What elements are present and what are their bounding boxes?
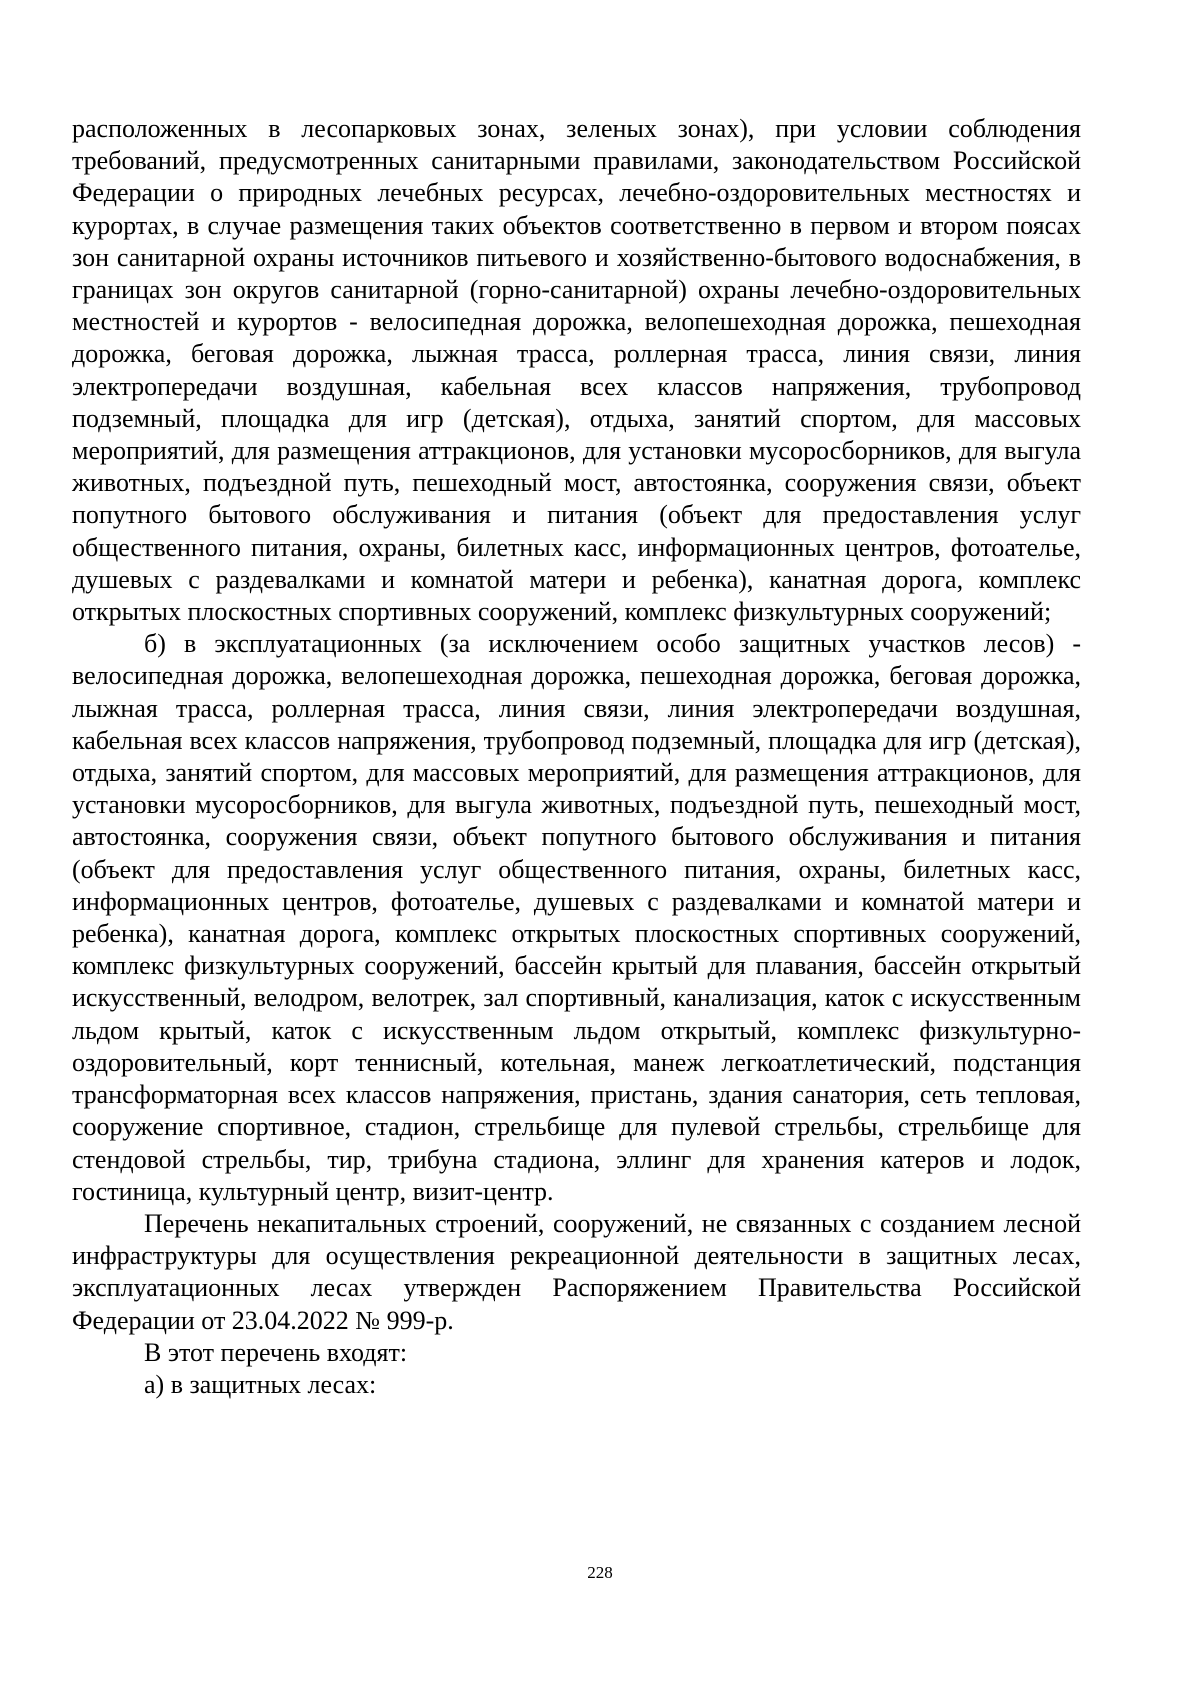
document-body (72, 113, 1081, 1401)
paragraph-item-a: а) в защитных лесах: (144, 1369, 377, 1399)
paragraph-list-intro: Перечень некапитальных строений, сооружений, не связанных с созданием лесной инфраструктуры для осуществления рекреационной деятельности в защитных лесах, эксплуатационных лесах утвержден Распоряжением Правительства Российской Федерации от 23.04.2022 № 999-р. (72, 1208, 1081, 1335)
paragraph-list-includes: В этот перечень входят: (144, 1337, 408, 1367)
page-number: 228 (587, 1563, 613, 1582)
paragraph-continuation: расположенных в лесопарковых зонах, зеленых зонах), при условии соблюдения требований, предусмотренных санитарными правилами, законодательством Российской Федерации о природных лечебных ресурсах, лечебно-оздоровительных местностях и курортах, в случае размещения таких объектов соответственно в первом и втором поясах зон санитарной охраны источников питьевого и хозяйственно-бытового водоснабжения, в границах зон округов санитарной (горно-санитарной) охраны лечебно-оздоровительных местностей и курортов - велосипедная дорожка, велопешеходная дорожка, пешеходная дорожка, беговая дорожка, лыжная трасса, роллерная трасса, линия связи, линия электропередачи воздушная, кабельная всех классов напряжения, трубопровод подземный, площадка для игр (детская), отдыха, занятий спортом, для массовых мероприятий, для размещения аттракционов, для установки мусоросборников, для выгула животных, подъездной путь, пешеходный мост, автостоянка, сооружения связи, объект попутного бытового обслуживания и питания (объект для предоставления услуг общественного питания, охраны, билетных касс, информационных центров, фотоателье, душевых с раздевалками и комнатой матери и ребенка), канатная дорога, комплекс открытых плоскостных спортивных сооружений, комплекс физкультурных сооружений; (72, 114, 1081, 627)
paragraph-item-b: б) в эксплуатационных (за исключением особо защитных участков лесов) - велосипедная дорожка, велопешеходная дорожка, пешеходная дорожка, беговая дорожка, лыжная трасса, роллерная трасса, линия связи, линия электропередачи воздушная, кабельная всех классов напряжения, трубопровод подземный, площадка для игр (детская), отдыха, занятий спортом, для массовых мероприятий, для размещения аттракционов, для установки мусоросборников, для выгула животных, подъездной путь, пешеходный мост, автостоянка, сооружения связи, объект попутного бытового обслуживания и питания (объект для предоставления услуг общественного питания, охраны, билетных касс, информационных центров, фотоателье, душевых с раздевалками и комнатой матери и ребенка), канатная дорога, комплекс открытых плоскостных спортивных сооружений, комплекс физкультурных сооружений, бассейн крытый для плавания, бассейн открытый искусственный, велодром, велотрек, зал спортивный, канализация, каток с искусственным льдом крытый, каток с искусственным льдом открытый, комплекс физкультурно-оздоровительный, корт теннисный, котельная, манеж легкоатлетический, подстанция трансформаторная всех классов напряжения, пристань, здания санатория, сеть тепловая, сооружение спортивное, стадион, стрельбище для пулевой стрельбы, стрельбище для стендовой стрельбы, тир, трибуна стадиона, эллинг для хранения катеров и лодок, гостиница, культурный центр, визит-центр. (72, 629, 1081, 1206)
